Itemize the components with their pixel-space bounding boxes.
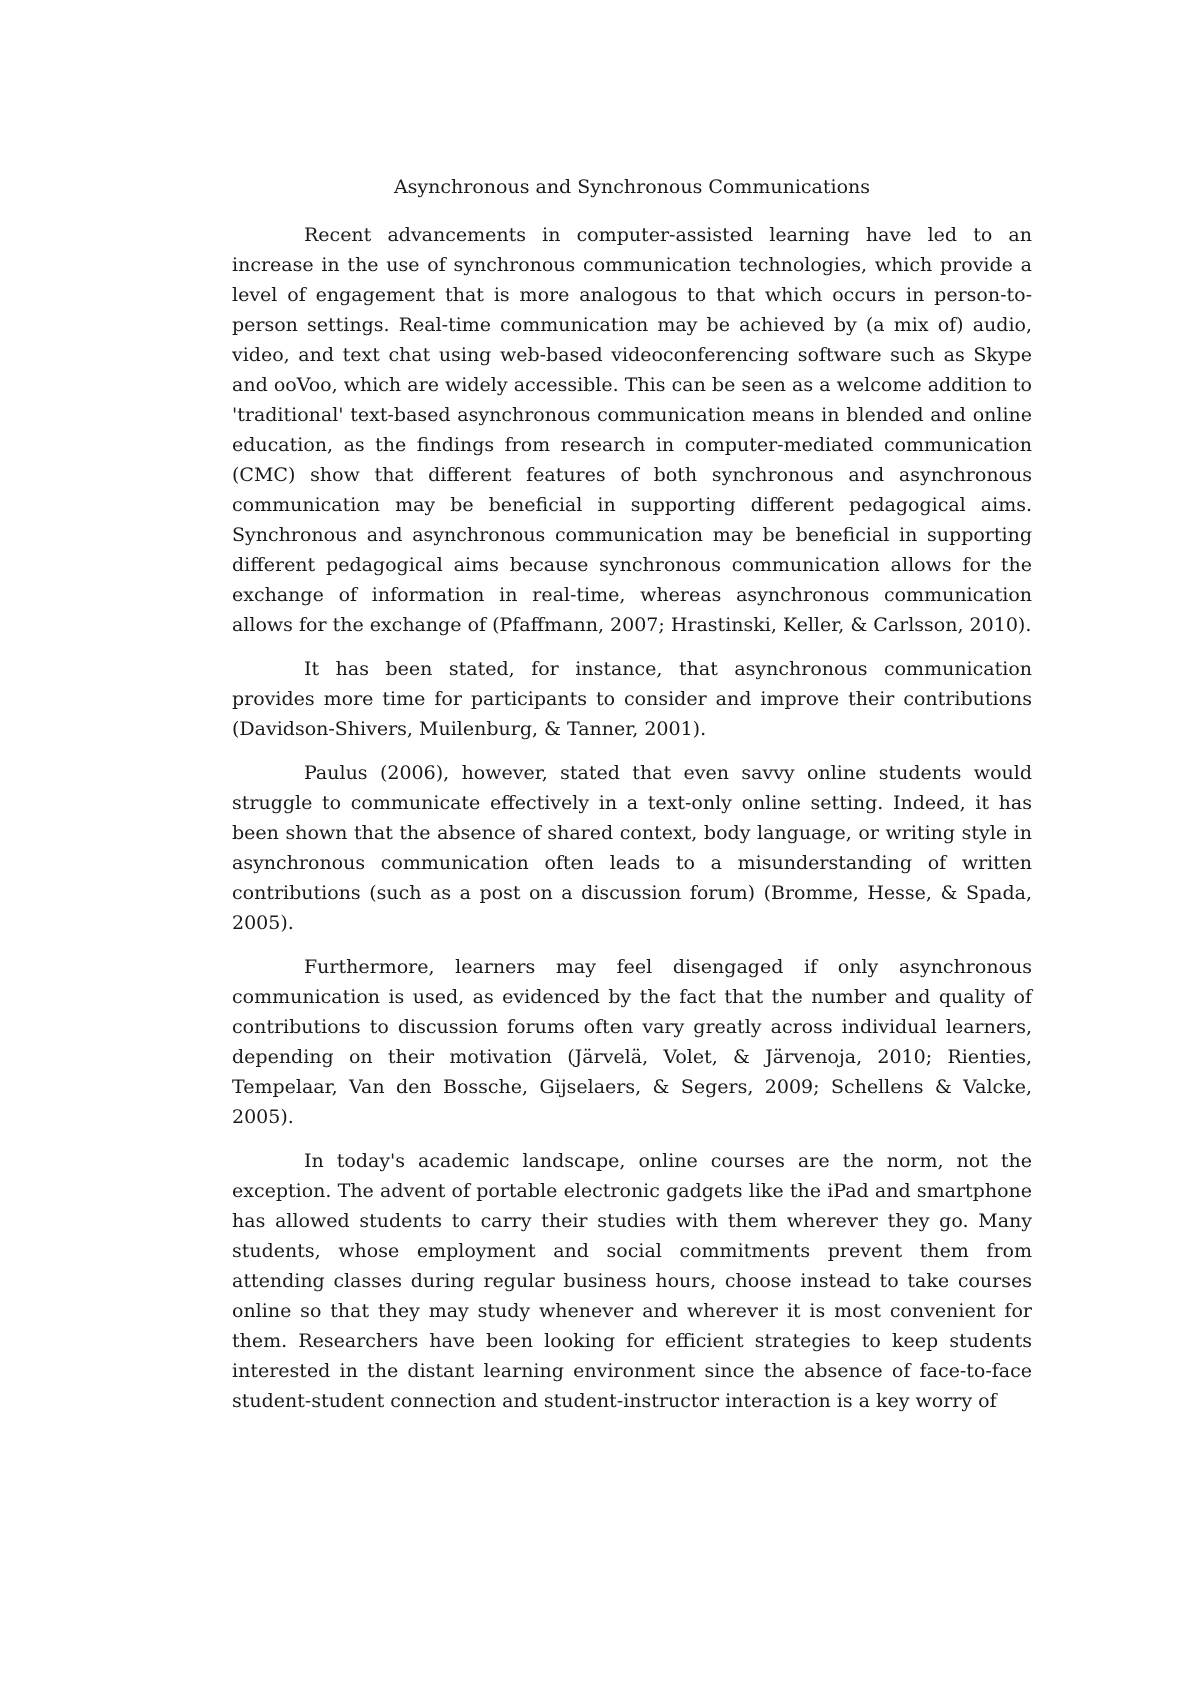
paragraph-4: Furthermore, learners may feel disengaged if only asynchronous communication is used, as evidenced by the fact that the number and quality of contributions to discussion forums often vary greatly across individual learners, depending on their motivation (Järvelä, Volet, & Järvenoja, 2010; Rienties, Tempelaar, Van den Bossche, Gijselaers, & Segers, 2009; Schellens & Valcke, 2005). bbox=[232, 956, 1032, 1128]
paragraph-5: In today's academic landscape, online courses are the norm, not the exception. The advent of portable electronic gadgets like the iPad and smartphone has allowed students to carry their studies with them wherever they go. Many students, whose employment and social commitments prevent them from attending classes during regular business hours, choose instead to take courses online so that they may study whenever and wherever it is most convenient for them. Researchers have been looking for efficient strategies to keep students interested in the distant learning environment since the absence of face-to-face student-student connection and student-instructor interaction is a key worry of bbox=[232, 1150, 1032, 1412]
paragraph-1: Recent advancements in computer-assisted learning have led to an increase in the use of synchronous communication technologies, which provide a level of engagement that is more analogous to that which occurs in person-to-person settings. Real-time communication may be achieved by (a mix of) audio, video, and text chat using web-based videoconferencing software such as Skype and ooVoo, which are widely accessible. This can be seen as a welcome addition to 'traditional' text-based asynchronous communication means in blended and online education, as the findings from research in computer-mediated communication (CMC) show that different features of both synchronous and asynchronous communication may be beneficial in supporting different pedagogical aims. Synchronous and asynchronous communication may be beneficial in supporting different pedagogical aims because synchronous communication allows for the exchange of information in real-time, whereas asynchronous communication allows for the exchange of (Pfaffmann, 2007; Hrastinski, Keller, & Carlsson, 2010). bbox=[232, 224, 1032, 636]
paragraph-2: It has been stated, for instance, that asynchronous communication provides more time for participants to consider and improve their contributions (Davidson-Shivers, Muilenburg, & Tanner, 2001). bbox=[232, 658, 1032, 740]
document-title: Asynchronous and Synchronous Communications bbox=[393, 176, 871, 198]
paragraph-3: Paulus (2006), however, stated that even savvy online students would struggle to communicate effectively in a text-only online setting. Indeed, it has been shown that the absence of shared context, body language, or writing style in asynchronous communication often leads to a misunderstanding of written contributions (such as a post on a discussion forum) (Bromme, Hesse, & Spada, 2005). bbox=[232, 762, 1032, 934]
document-body bbox=[232, 220, 1032, 1430]
